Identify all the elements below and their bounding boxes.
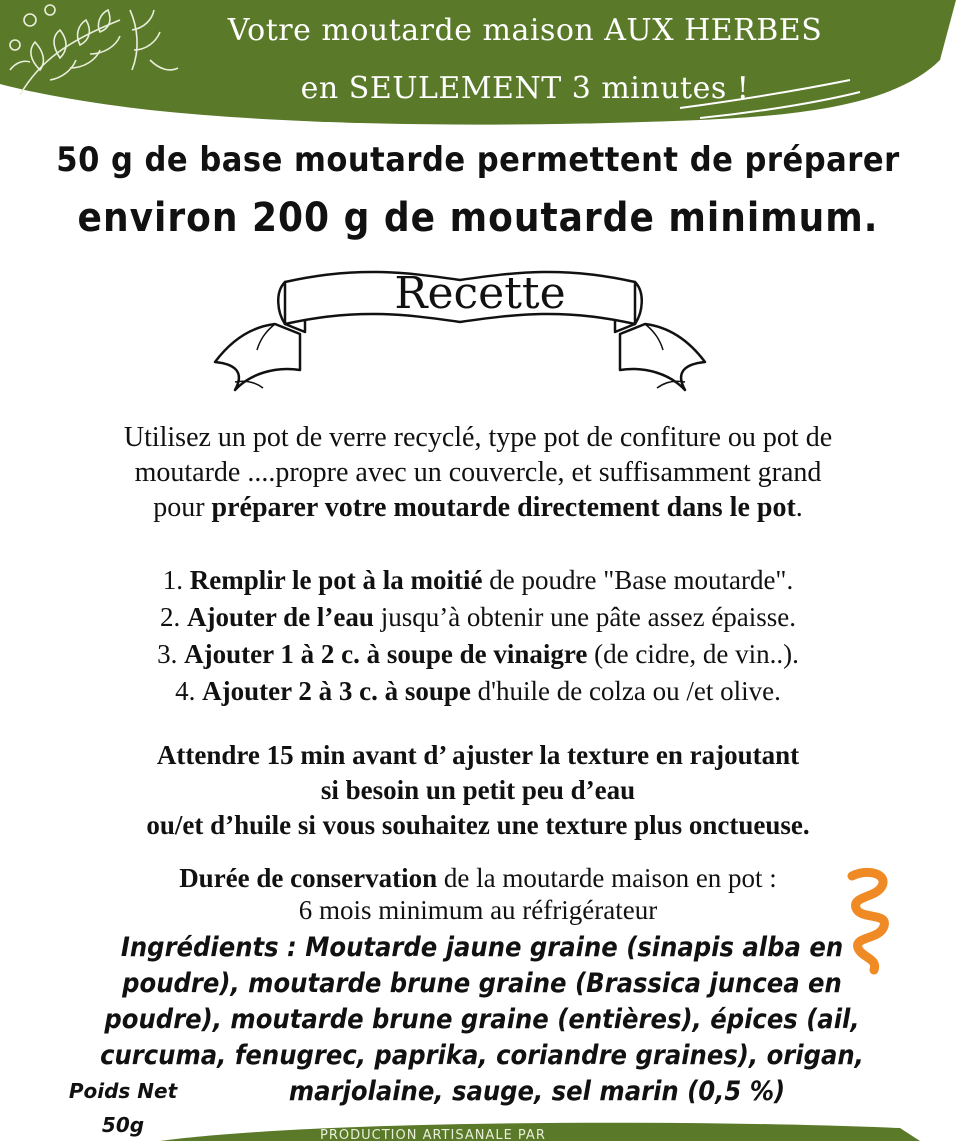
headline-line-1: 50 g de base moutarde permettent de préparer bbox=[56, 140, 900, 180]
intro-line-1: Utilisez un pot de verre recyclé, type pot de confiture ou pot de bbox=[123, 422, 833, 453]
step-number: 1. bbox=[162, 565, 190, 595]
step-bold: Ajouter 2 à 3 c. à soupe bbox=[202, 676, 471, 706]
footer-text: PRODUCTION ARTISANALE PAR bbox=[320, 1128, 546, 1143]
ingredients-line-1: Ingrédients : Moutarde jaune graine (sinapis alba en bbox=[120, 932, 844, 963]
conservation-info bbox=[40, 862, 916, 926]
step-item bbox=[40, 673, 916, 710]
wait-instructions bbox=[40, 738, 916, 843]
step-text: d'huile de colza ou /et olive. bbox=[470, 676, 781, 706]
wait-line-3: ou/et d’huile si vous souhaitez une texture plus onctueuse. bbox=[146, 810, 810, 840]
step-text: (de cidre, de vin..). bbox=[587, 639, 799, 669]
header-line-1: Votre moutarde maison AUX HERBES bbox=[227, 13, 823, 48]
intro-line-3-bold: préparer votre moutarde directement dans le pot bbox=[211, 492, 796, 523]
intro-line-3-prefix: pour bbox=[153, 492, 212, 523]
step-bold: Ajouter de l’eau bbox=[186, 602, 374, 632]
ingredients-line-2: poudre), moutarde brune graine (Brassica juncea en bbox=[122, 968, 842, 999]
conservation-label: Durée de conservation bbox=[179, 863, 438, 893]
step-item bbox=[40, 562, 916, 599]
intro-line-3-suffix: . bbox=[795, 492, 803, 523]
wait-line-1: Attendre 15 min avant d’ ajuster la texture en rajoutant bbox=[156, 740, 800, 770]
intro-paragraph bbox=[40, 420, 916, 525]
step-item bbox=[40, 599, 916, 636]
step-text: jusqu’à obtenir une pâte assez épaisse. bbox=[373, 602, 797, 632]
ingredients-list bbox=[82, 930, 882, 1110]
ingredients-line-5: marjolaine, sauge, sel marin (0,5 %) bbox=[288, 1076, 786, 1107]
step-number: 3. bbox=[157, 639, 185, 669]
recipe-title: Recette bbox=[394, 268, 566, 319]
conservation-text: de la moutarde maison en pot : bbox=[437, 863, 777, 893]
intro-line-3 bbox=[40, 490, 916, 525]
recipe-steps bbox=[40, 562, 916, 710]
step-number: 2. bbox=[159, 602, 187, 632]
net-weight-value: 50g bbox=[101, 1113, 145, 1137]
step-bold: Remplir le pot à la moitié bbox=[189, 565, 483, 595]
conservation-line-1 bbox=[40, 862, 916, 894]
step-bold: Ajouter 1 à 2 c. à soupe de vinaigre bbox=[184, 639, 588, 669]
net-weight-label: Poids Net bbox=[68, 1079, 178, 1103]
header-text bbox=[150, 2, 900, 118]
ingredients-line-4: curcuma, fenugrec, paprika, coriandre graines), origan, bbox=[100, 1040, 864, 1071]
step-text: de poudre "Base moutarde". bbox=[482, 565, 794, 595]
step-item bbox=[40, 636, 916, 673]
conservation-line-2: 6 mois minimum au réfrigérateur bbox=[298, 895, 658, 925]
intro-line-2: moutarde ....propre avec un couvercle, et suffisamment grand bbox=[134, 457, 822, 488]
step-number: 4. bbox=[175, 676, 203, 706]
header-line-2: en SEULEMENT 3 minutes ! bbox=[300, 71, 750, 106]
header-banner bbox=[0, 0, 956, 140]
wait-line-2: si besoin un petit peu d’eau bbox=[320, 775, 636, 805]
ingredients-line-3: poudre), moutarde brune graine (entières), épices (ail, bbox=[104, 1004, 860, 1035]
headline-line-2: environ 200 g de moutarde minimum. bbox=[77, 195, 879, 241]
